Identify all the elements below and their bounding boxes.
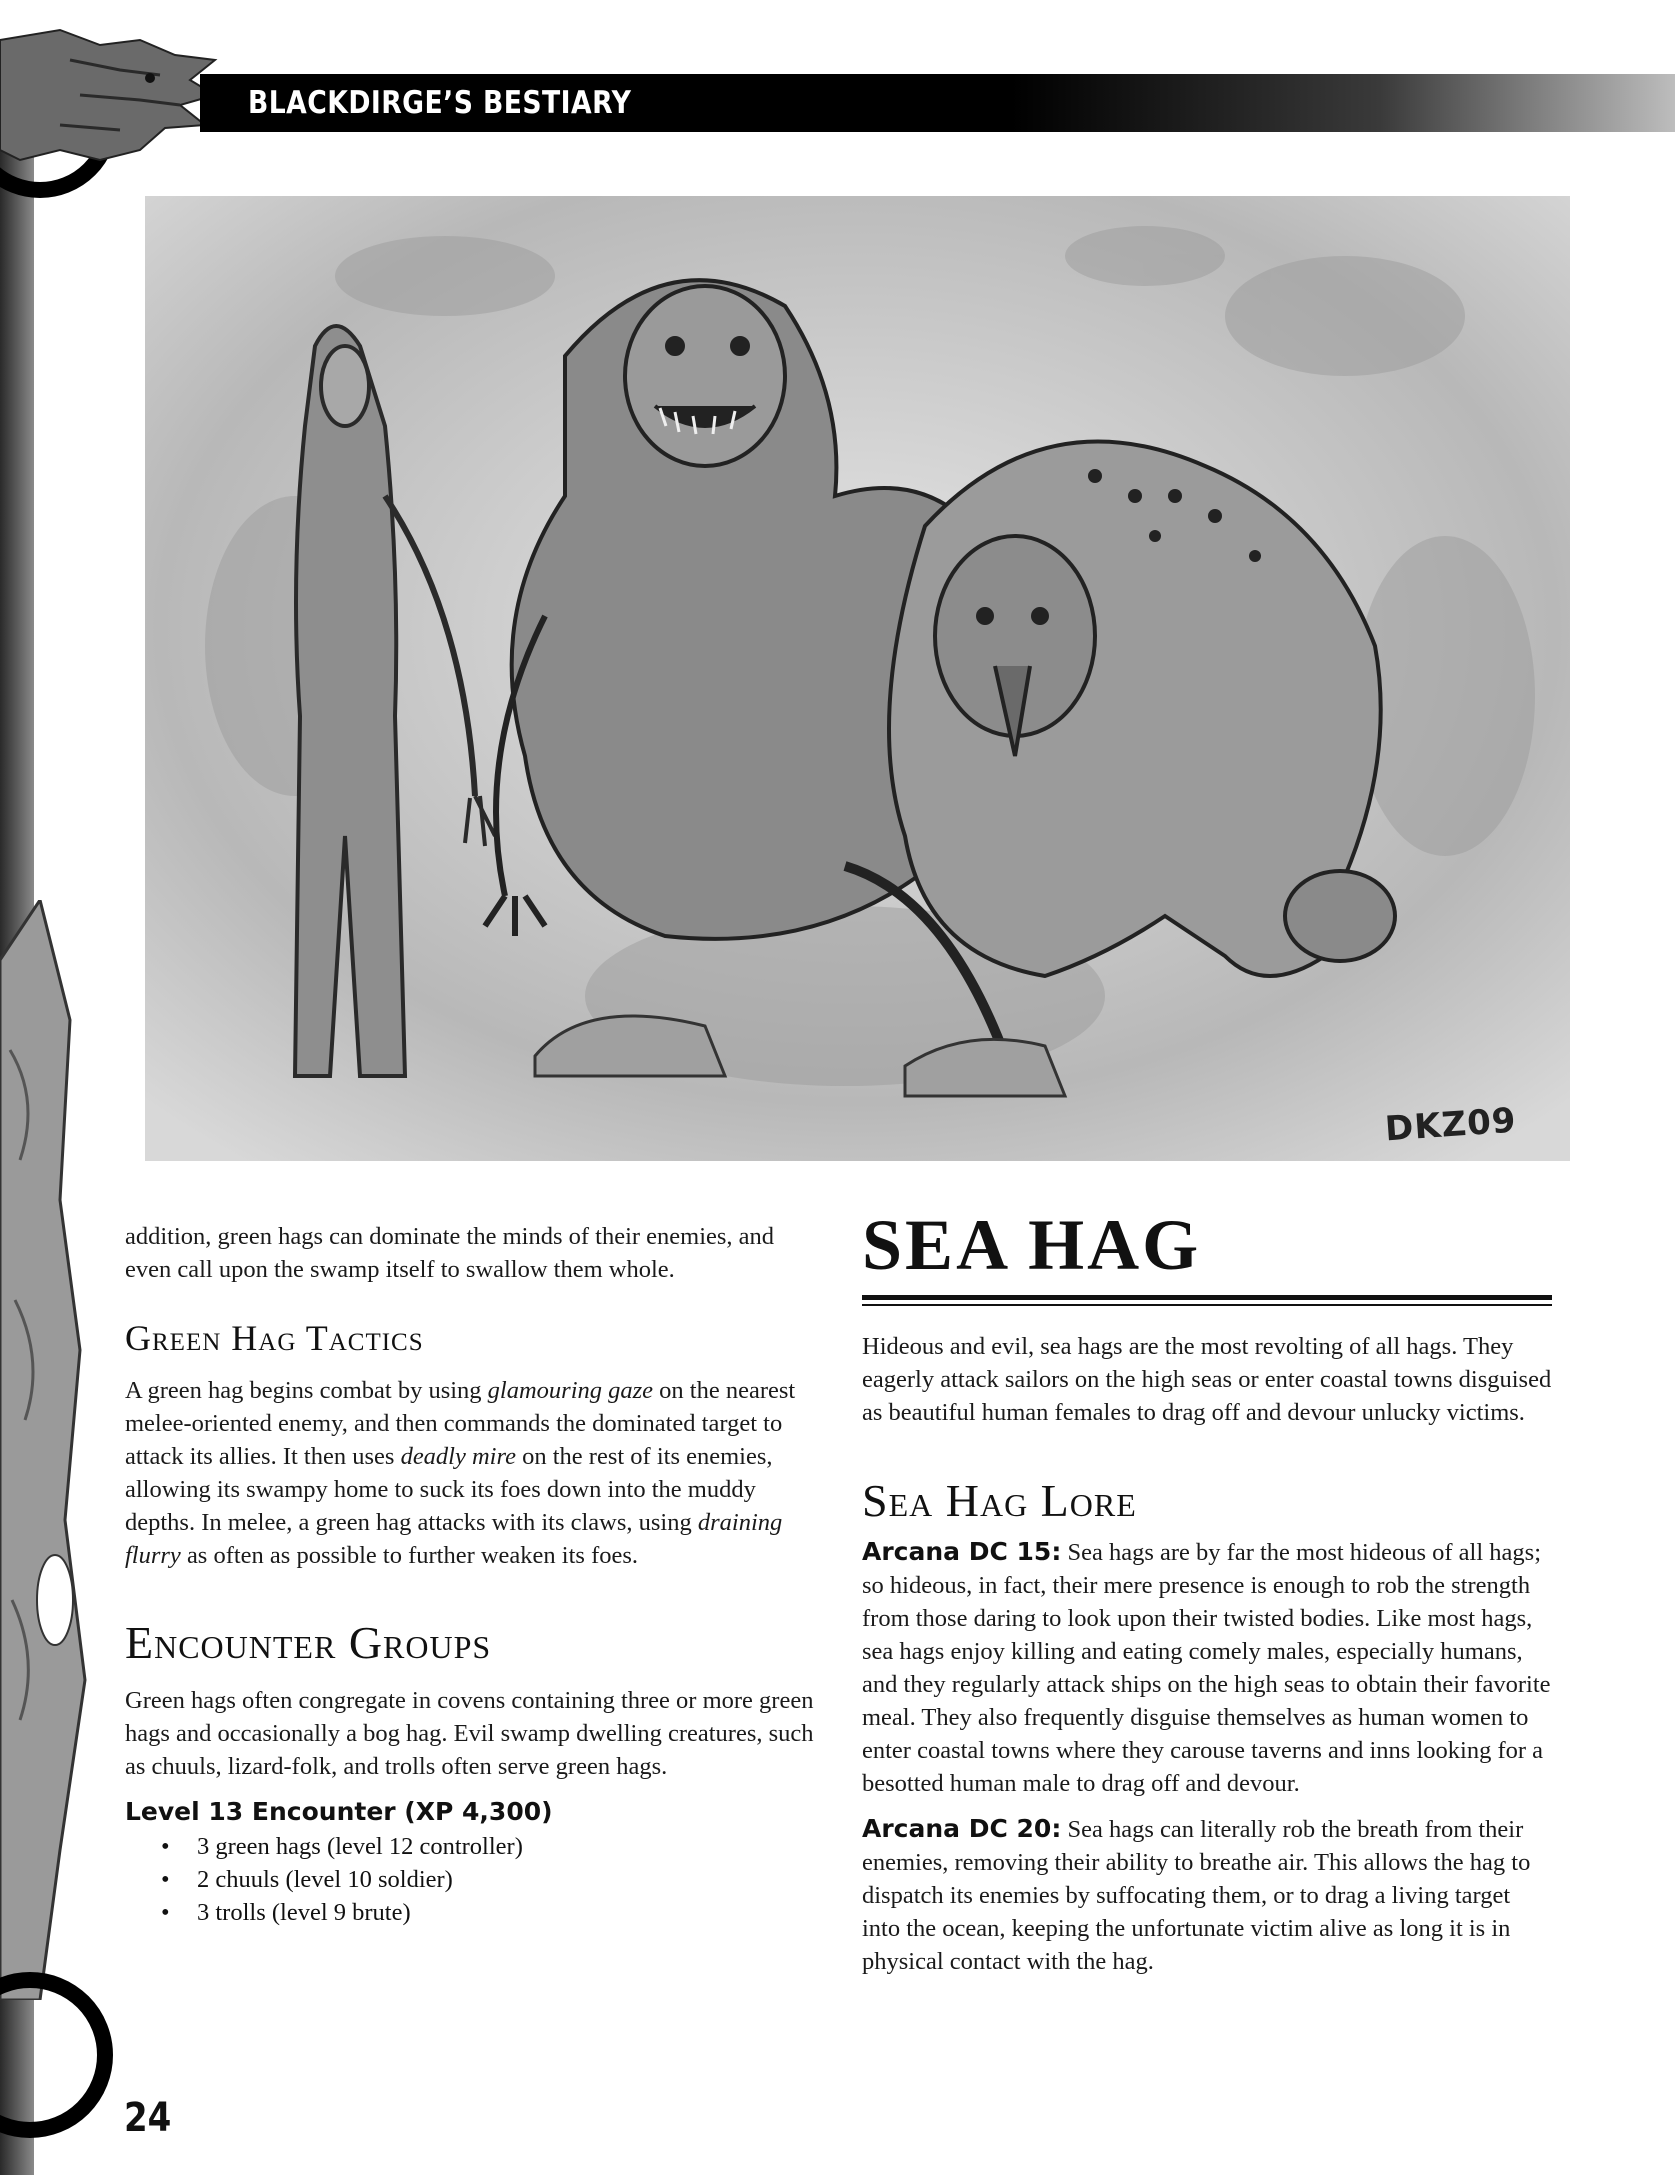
tactics-text-2: on the nearest melee-oriented enemy, and then commands the dominated target to attack its allies. It then uses xyxy=(125,1377,796,1470)
list-item: • 3 trolls (level 9 brute) xyxy=(197,1896,815,1929)
tactics-text-4: as often as possible to further weaken its foes. xyxy=(180,1542,639,1569)
tactics-paragraph xyxy=(125,1374,815,1572)
page-number: 24 xyxy=(124,2095,172,2141)
sea-hag-title: SEA HAG xyxy=(862,1205,1202,1285)
encounter-groups-paragraph: Green hags often congregate in covens containing three or more green hags and occasionally a bog hag. Evil swamp dwelling creatures, such as chuuls, lizard-folk, and trolls often serve green hags. xyxy=(125,1687,814,1780)
title-rule-thick xyxy=(862,1295,1552,1300)
three-hags-illustration-icon xyxy=(145,196,1570,1161)
list-item: • 2 chuuls (level 10 soldier) xyxy=(197,1863,815,1896)
tactics-text-3: on the rest of its enemies, allowing its swampy home to suck its foes down into the muddy depths. In melee, a green hag attacks with its claws, using xyxy=(125,1443,773,1536)
intro-paragraph: addition, green hags can dominate the minds of their enemies, and even call upon the swamp itself to swallow them whole. xyxy=(125,1223,775,1283)
arcana-dc15-label: Arcana DC 15: xyxy=(862,1537,1062,1566)
arcana-dc15-paragraph xyxy=(862,1535,1552,1800)
artist-signature: DKZ09 xyxy=(1383,1100,1518,1150)
arcana-dc20-text: Sea hags can literally rob the breath from their enemies, removing their ability to breathe air. This allows the hag to dispatch its enemies by suffocating them, or to drag a living target into the ocean, keeping the unfortunate victim alive as long it is in physical contact with the hag. xyxy=(862,1816,1531,1975)
green-hag-tactics-heading: Green Hag Tactics xyxy=(125,1318,424,1358)
tactics-text-1: A green hag begins combat by using xyxy=(125,1377,488,1404)
arcana-dc20-paragraph xyxy=(862,1812,1552,1978)
book-title: BLACKDIRGE’S BESTIARY xyxy=(248,85,632,121)
draining-flurry-term: draining flurry xyxy=(125,1509,783,1569)
arcana-dc20-label: Arcana DC 20: xyxy=(862,1814,1062,1843)
ring-ornament-icon xyxy=(0,1960,130,2175)
encounter-groups-heading: Encounter Groups xyxy=(125,1617,492,1668)
blade-ornament-icon xyxy=(0,900,110,2000)
sea-hag-intro-paragraph: Hideous and evil, sea hags are the most revolting of all hags. They eagerly attack sailors on the high seas or enter coastal towns disguised as beautiful human females to drag off and devour unlucky victims. xyxy=(862,1333,1552,1426)
list-item: • 3 green hags (level 12 controller) xyxy=(197,1830,815,1863)
deadly-mire-term: deadly mire xyxy=(400,1443,516,1470)
left-column xyxy=(125,1220,815,1929)
sea-hag-lore-heading: Sea Hag Lore xyxy=(862,1475,1137,1526)
arcana-dc15-text: Sea hags are by far the most hideous of all hags; so hideous, in fact, their mere presence is enough to rob the strength from those daring to look upon their twisted bodies. Like most hags, sea hags enjoy killing and eating comely males, especially humans, and they regularly attack ships on the high seas to obtain their favorite meal. They also frequently disguise themselves as human women to enter coastal towns where they carouse taverns and inns looking for a besotted human male to drag off and devour. xyxy=(862,1539,1551,1797)
title-rule-thin xyxy=(862,1304,1552,1306)
hag-illustration xyxy=(145,196,1570,1161)
glamouring-gaze-term: glamouring gaze xyxy=(487,1377,654,1404)
right-column xyxy=(862,1205,1552,1978)
encounter-list xyxy=(125,1830,815,1929)
level-13-encounter-heading: Level 13 Encounter (XP 4,300) xyxy=(125,1797,553,1826)
